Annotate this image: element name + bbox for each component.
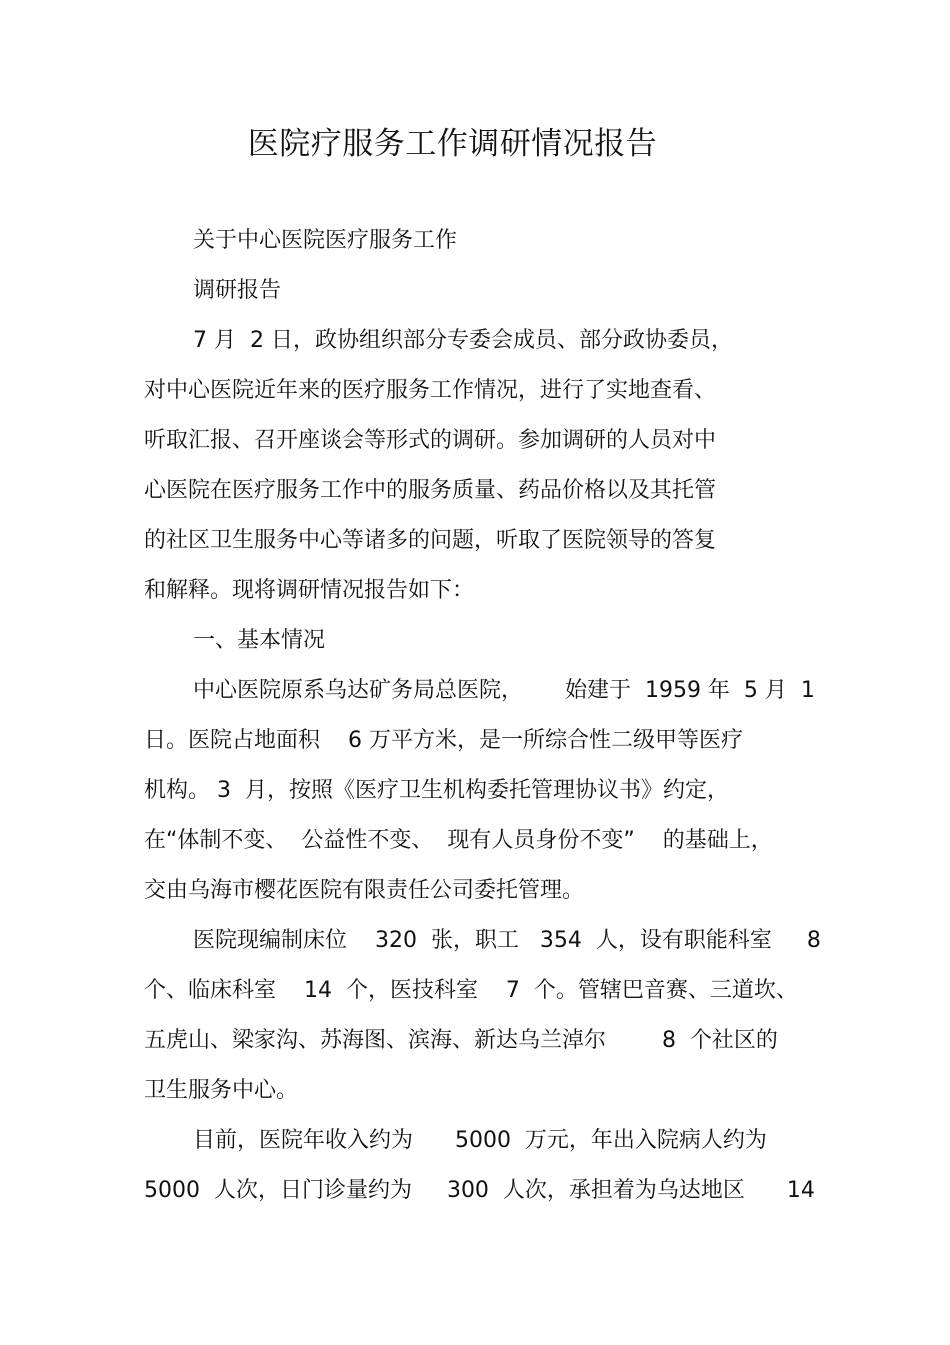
section-heading: 一、基本情况 (193, 628, 326, 653)
paragraph-line: 7 月 2 日，政协组织部分专委会成员、部分政协委员， (193, 328, 733, 353)
paragraph-line: 中心医院原系乌达矿务局总医院， 始建于 1959 年 5 月 1 (193, 678, 815, 703)
subtitle-line-2: 调研报告 (193, 278, 282, 303)
paragraph-line: 和解释。现将调研情况报告如下： (144, 578, 475, 603)
paragraph-line: 目前，医院年收入约为 5000 万元，年出入院病人约为 (193, 1128, 767, 1153)
paragraph-line: 五虎山、梁家沟、苏海图、滨海、新达乌兰淖尔 8 个社区的 (144, 1028, 778, 1053)
paragraph-line: 卫生服务中心。 (144, 1078, 299, 1103)
document-title: 医院疗服务工作调研情况报告 (247, 126, 658, 162)
paragraph-line: 心医院在医疗服务工作中的服务质量、药品价格以及其托管 (144, 478, 717, 503)
paragraph-line: 机构。 3 月，按照《医疗卫生机构委托管理协议书》约定， (144, 778, 729, 803)
paragraph-line: 交由乌海市樱花医院有限责任公司委托管理。 (144, 878, 585, 903)
paragraph-line: 5000 人次，日门诊量约为 300 人次，承担着为乌达地区 14 (144, 1178, 815, 1203)
paragraph-line: 的社区卫生服务中心等诸多的问题，听取了医院领导的答复 (144, 528, 717, 553)
paragraph-line: 在“体制不变、 公益性不变、 现有人员身份不变” 的基础上， (144, 828, 773, 853)
paragraph-line: 对中心医院近年来的医疗服务工作情况，进行了实地查看、 (144, 378, 717, 403)
subtitle-line-1: 关于中心医院医疗服务工作 (193, 228, 458, 253)
paragraph-line: 个、临床科室 14 个，医技科室 7 个。管辖巴音赛、三道坎、 (144, 978, 798, 1003)
paragraph-line: 医院现编制床位 320 张，职工 354 人，设有职能科室 8 (193, 928, 821, 953)
paragraph-line: 听取汇报、召开座谈会等形式的调研。参加调研的人员对中 (144, 428, 717, 453)
paragraph-line: 日。医院占地面积 6 万平方米，是一所综合性二级甲等医疗 (144, 728, 743, 753)
